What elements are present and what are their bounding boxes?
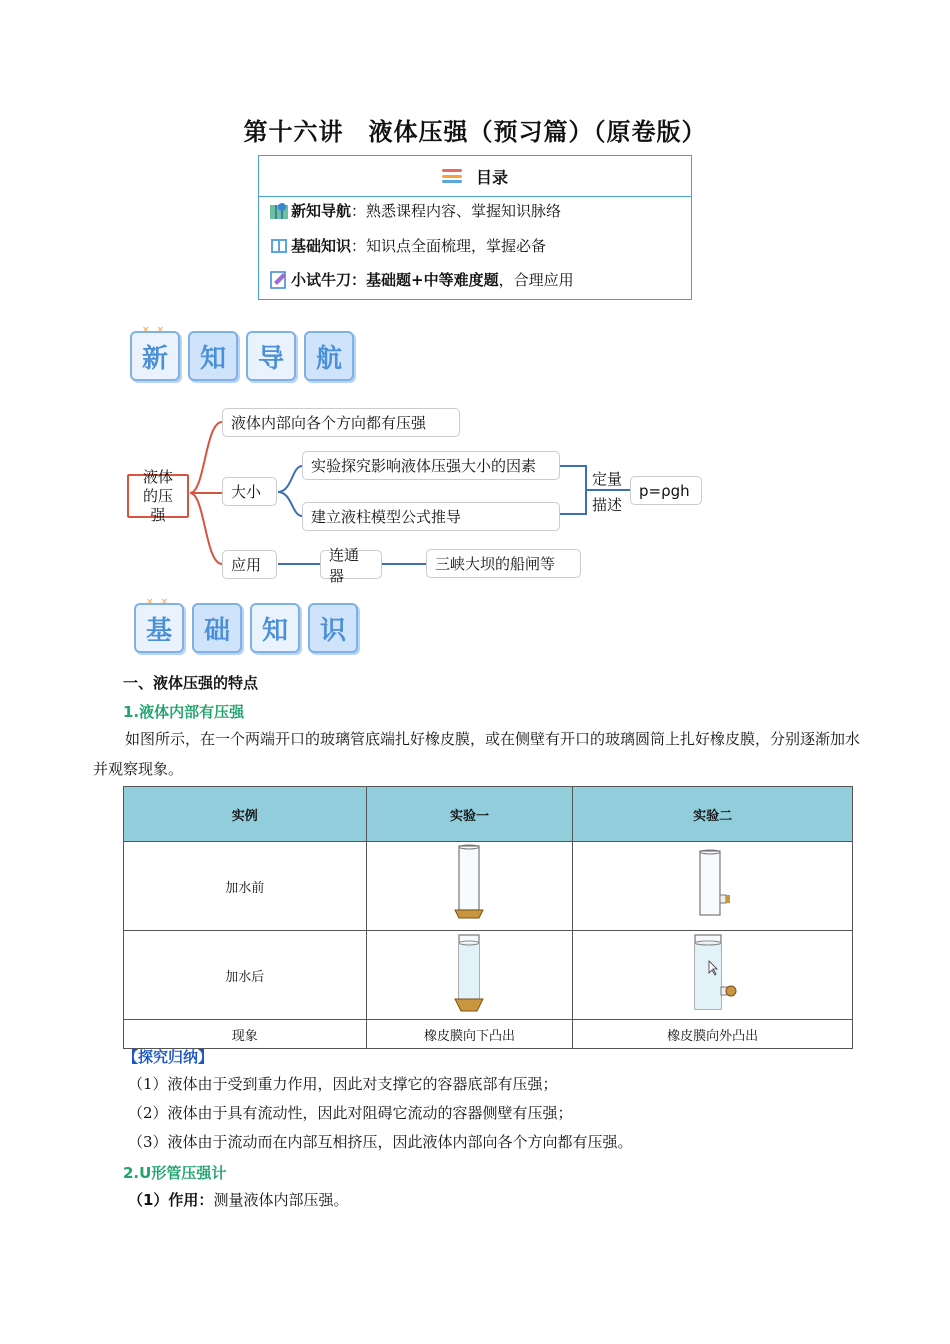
table-header: 实验一 [366,787,573,842]
mindmap-node: 实验探究影响液体压强大小的因素 [302,451,560,480]
toc-heading: 目录 [475,167,508,187]
banner-char: 知 [261,615,288,646]
mindmap-node: 液体内部向各个方向都有压强 [222,408,460,437]
table-header: 实例 [124,787,367,842]
mindmap-node: 三峡大坝的船闸等 [426,549,581,578]
toc-item-label: 小试牛刀 [291,271,352,289]
connector-line [560,466,586,514]
table-header: 实验二 [573,787,853,842]
table-cell: 橡皮膜向外凸出 [573,1020,853,1049]
banner-char: 识 [319,615,346,646]
summary-item: （1）液体由于受到重力作用，因此对支撑它的容器底部有压强； [128,1075,558,1093]
banner-tile [250,603,300,653]
section2-item [128,1185,348,1215]
connector-line [190,493,222,564]
toc-item-tail: ，合理应用 [498,271,574,289]
connector-line [190,422,222,493]
toc-item-label: 新知导航 [291,202,352,220]
experiment-table [123,786,853,1049]
banner-basic-knowledge [134,597,358,653]
subsection-heading: 1.液体内部有压强 [123,703,245,721]
summary-item: （3）液体由于流动而在内部互相挤压，因此液体内部向各个方向都有压强。 [128,1133,633,1151]
paragraph: 如图所示，在一个两端开口的玻璃管底端扎好橡皮膜，或在侧壁有开口的玻璃圆筒上扎好橡皮膜，分别逐渐加水并观察现象。 [93,730,861,778]
section-heading: 一、液体压强的特点 [123,674,259,692]
tube-bottom-before [366,842,573,931]
subsection-heading: 2.U形管压强计 [123,1164,227,1182]
banner-tile [308,603,358,653]
mindmap-label: 定量 [592,470,623,488]
banner-char: 新 [141,343,168,374]
banner-char: 知 [199,343,226,374]
table-cell: 橡皮膜向下凸出 [366,1020,573,1049]
banner-char: 航 [315,343,342,374]
mindmap-formula: p=ρgh [630,476,702,505]
dots-decoration: × × [142,325,167,335]
table-row [124,842,853,931]
banner-char: 基 [145,615,172,646]
item-text: 测量液体内部压强。 [213,1191,349,1209]
mindmap-root: 液体的压强 [127,474,189,518]
item-label: （1）作用： [128,1191,214,1209]
tube-bottom-after [366,931,573,1020]
mindmap-label: 描述 [592,496,623,514]
table-row [124,931,853,1020]
banner-char: 导 [257,343,284,374]
dots-decoration: × × [146,597,171,607]
mindmap-node: 连通器 [320,550,382,579]
row-label: 加水后 [124,931,367,1020]
banner-tile [134,597,184,653]
tube-illustration [449,844,489,924]
toc-item-desc: ：熟悉课程内容、掌握知识脉络 [351,202,562,220]
cylinder-illustration [683,933,743,1013]
banner-tile [192,603,242,653]
row-label: 加水前 [124,842,367,931]
toc-item-label: 基础知识 [291,237,352,255]
cylinder-side-before [573,842,853,931]
toc-item-desc: ：基础题+中等难度题 [351,271,499,289]
summary-item: （2）液体由于具有流动性，因此对阻碍它流动的容器侧壁有压强； [128,1104,573,1122]
connector-line [278,466,302,492]
mindmap-node: 大小 [222,477,277,506]
connector-line [278,492,302,516]
toc-item-desc: ：知识点全面梳理，掌握必备 [351,237,547,255]
table-row [124,1020,853,1049]
page-title: 第十六讲 液体压强（预习篇）（原卷版） [243,118,707,146]
mindmap-node: 应用 [222,550,277,579]
summary-heading: 【探究归纳】 [123,1048,214,1066]
cylinder-side-after [573,931,853,1020]
cylinder-illustration [688,849,738,919]
banner-char: 础 [203,615,230,646]
mindmap-node: 建立液柱模型公式推导 [302,502,560,531]
row-label: 现象 [124,1020,367,1049]
tube-illustration [449,933,489,1013]
